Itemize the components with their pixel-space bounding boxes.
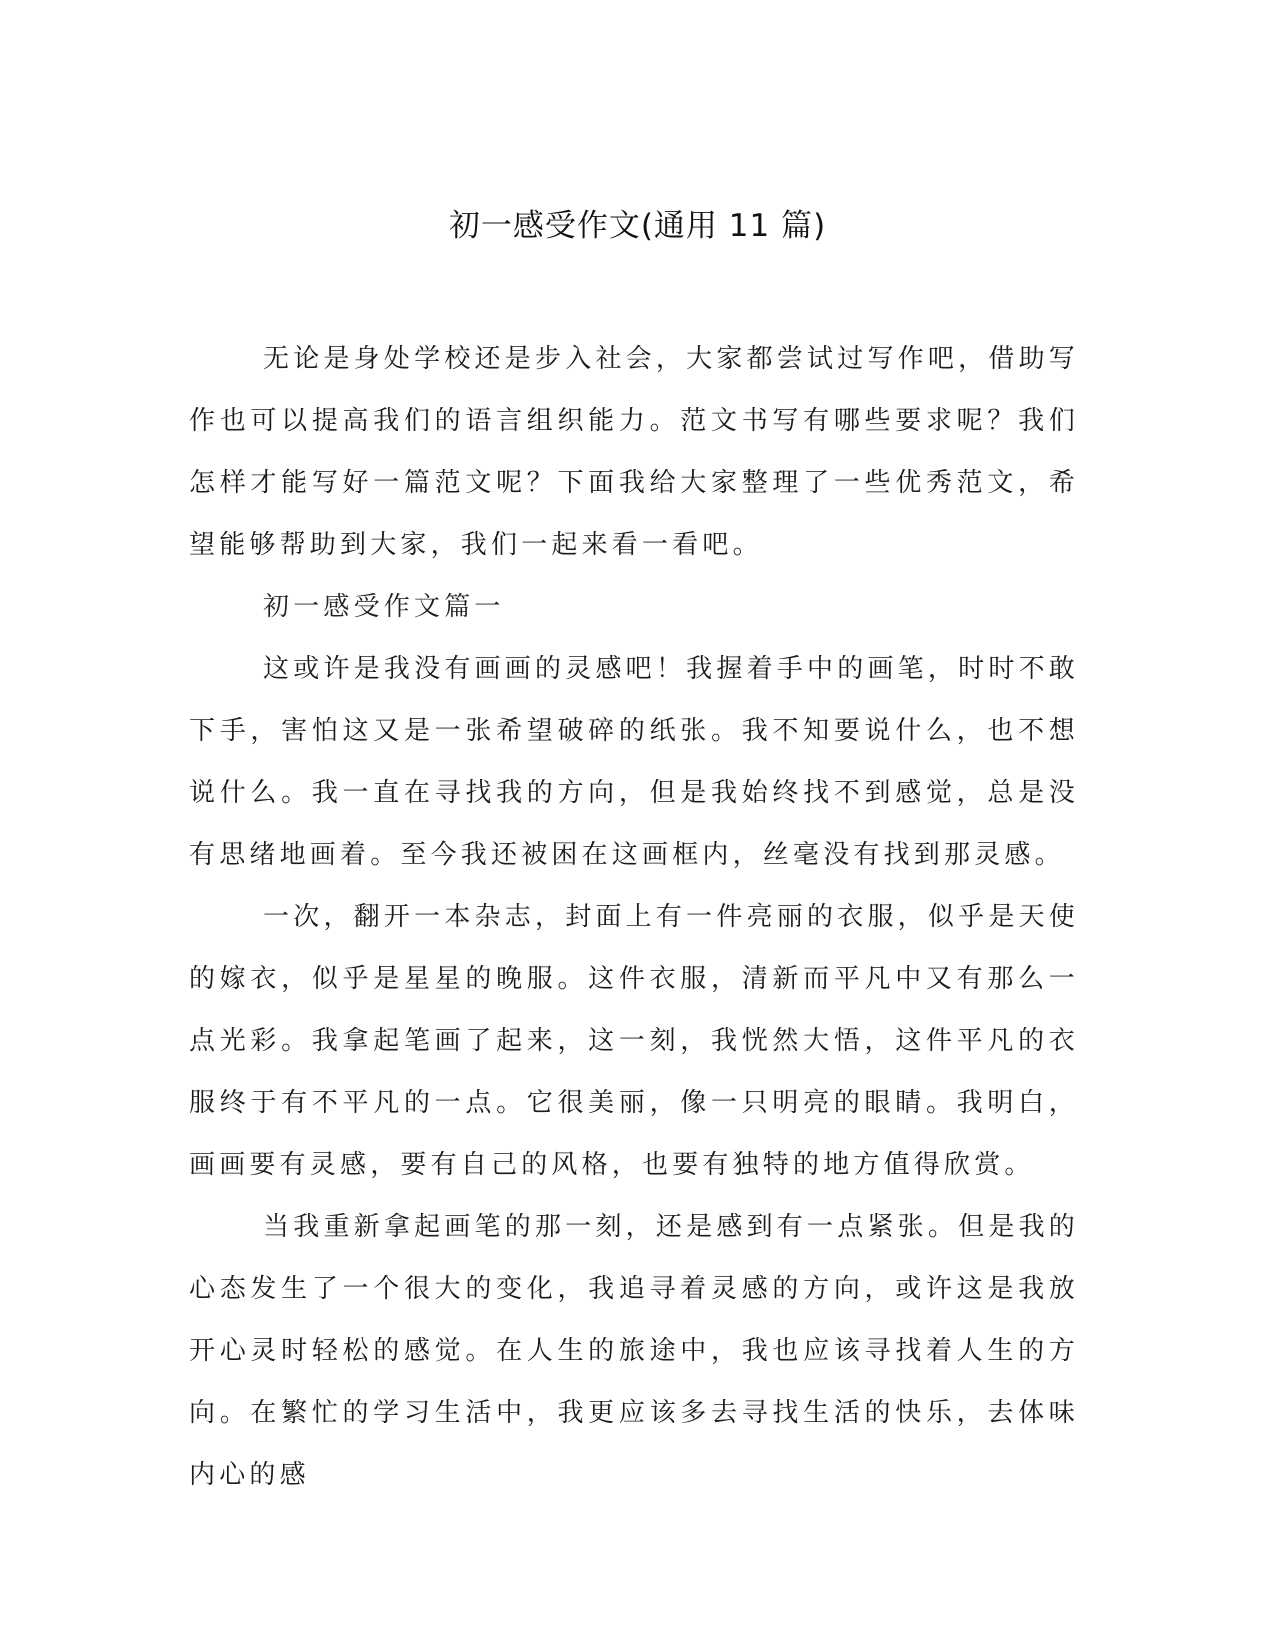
document-body — [189, 328, 1079, 1506]
body-paragraph: 当我重新拿起画笔的那一刻，还是感到有一点紧张。但是我的心态发生了一个很大的变化，我追寻着灵感的方向，或许这是我放开心灵时轻松的感觉。在人生的旅途中，我也应该寻找着人生的方向。在繁忙的学习生活中，我更应该多去寻找生活的快乐，去体味内心的感 — [189, 1212, 1079, 1490]
body-paragraph: 一次，翻开一本杂志，封面上有一件亮丽的衣服，似乎是天使的嫁衣，似乎是星星的晚服。这件衣服，清新而平凡中又有那么一点光彩。我拿起笔画了起来，这一刻，我恍然大悟，这件平凡的衣服终于有不平凡的一点。它很美丽，像一只明亮的眼睛。我明白，画画要有灵感，要有自己的风格，也要有独特的地方值得欣赏。 — [189, 902, 1079, 1180]
body-paragraph: 这或许是我没有画画的灵感吧！我握着手中的画笔，时时不敢下手，害怕这又是一张希望破碎的纸张。我不知要说什么，也不想说什么。我一直在寻找我的方向，但是我始终找不到感觉，总是没有思绪地画着。至今我还被困在这画框内，丝毫没有找到那灵感。 — [189, 654, 1079, 870]
document-title: 初一感受作文(通用 11 篇) — [448, 208, 827, 244]
intro-paragraph: 无论是身处学校还是步入社会，大家都尝试过写作吧，借助写作也可以提高我们的语言组织能力。范文书写有哪些要求呢？我们怎样才能写好一篇范文呢？下面我给大家整理了一些优秀范文，希望能够帮助到大家，我们一起来看一看吧。 — [189, 344, 1079, 560]
section-heading: 初一感受作文篇一 — [263, 592, 505, 622]
